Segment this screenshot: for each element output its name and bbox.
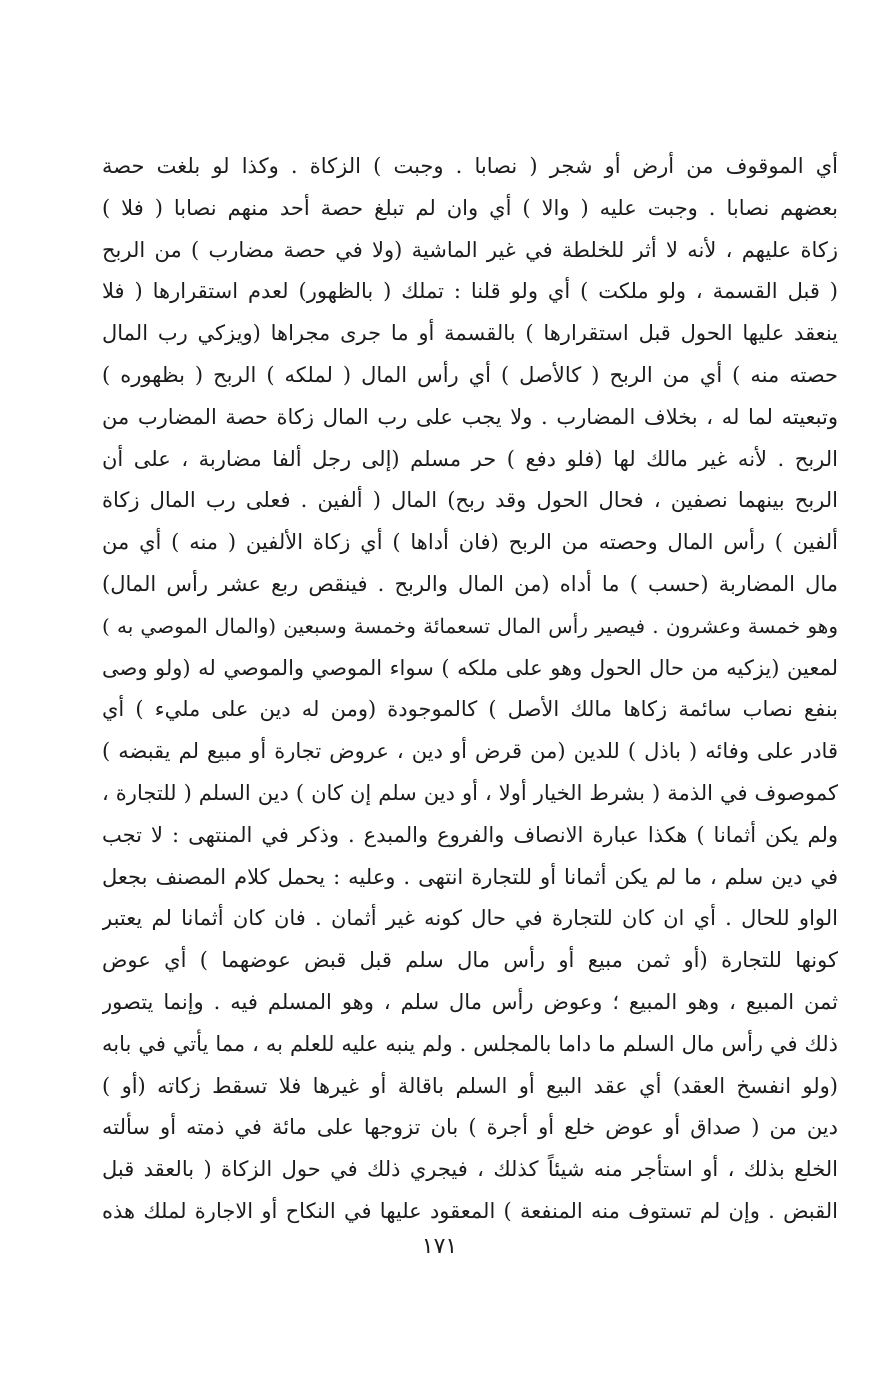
page-number: ١٧١ bbox=[421, 1234, 458, 1259]
text-line: بعضهم نصابا . وجبت عليه ( والا ) أي وان لم تبلغ حصة أحد منهم نصابا ( فلا ) bbox=[102, 195, 838, 220]
text-line: ينعقد عليها الحول قبل استقرارها ) بالقسمة أو ما جرى مجراها (ويزكي رب المال bbox=[102, 321, 838, 346]
text-line: ( قبل القسمة ، ولو ملكت ) أي ولو قلنا : تملك ( بالظهور) لعدم استقرارها ( فلا bbox=[102, 279, 838, 304]
text-line: الربح . لأنه غير مالك لها (فلو دفع ) حر مسلم (إلى رجل ألفا مضاربة ، على أن bbox=[102, 446, 838, 471]
text-line: (ولو انفسخ العقد) أي عقد البيع أو السلم باقالة أو غيرها فلا تسقط زكاته (أو ) bbox=[102, 1073, 838, 1098]
text-line: ولم يكن أثمانا ) هكذا عبارة الانصاف والفروع والمبدع . وذكر في المنتهى : لا تجب bbox=[102, 822, 838, 847]
text-line: مال المضاربة (حسب ) ما أداه (من المال والربح . فينقص ربع عشر رأس المال) bbox=[102, 571, 838, 596]
text-line: الخلع بذلك ، أو استأجر منه شيئاً كذلك ، فيجري ذلك في حول الزكاة ( بالعقد قبل bbox=[102, 1157, 838, 1182]
text-line: دين من ( صداق أو عوض خلع أو أجرة ) بان تزوجها على مائة في ذمته أو سألته bbox=[102, 1115, 838, 1140]
text-line: وتبعيته لما له ، بخلاف المضارب . ولا يجب على رب المال زكاة حصة المضارب من bbox=[102, 404, 838, 429]
text-line: حصته منه ) أي من الربح ( كالأصل ) أي رأس المال ( لملكه ) الربح ( بظهوره ) bbox=[102, 362, 838, 387]
text-line: ألفين ) رأس المال وحصته من الربح (فان أداها ) أي زكاة الألفين ( منه ) أي من bbox=[102, 530, 838, 555]
text-line: لمعين (يزكيه من حال الحول وهو على ملكه ) سواء الموصي والموصي له (ولو وصى bbox=[102, 655, 838, 680]
text-line: القبض . وإن لم تستوف منه المنفعة ) المعقود عليها في النكاح أو الاجارة لملك هذه bbox=[102, 1198, 838, 1223]
text-line: وهو خمسة وعشرون . فيصير رأس المال تسعمائة وخمسة وسبعين (والمال الموصي به ) bbox=[102, 613, 838, 638]
text-line: الواو للحال . أي ان كان للتجارة في حال كونه غير أثمان . فان كان أثمانا لم يعتبر bbox=[102, 906, 838, 931]
text-line: أي الموقوف من أرض أو شجر ( نصابا . وجبت ) الزكاة . وكذا لو بلغت حصة bbox=[102, 154, 838, 178]
text-line: كونها للتجارة (أو ثمن مبيع أو رأس مال سلم قبل قبض عوضهما ) أي عوض bbox=[102, 948, 838, 973]
text-line: قادر على وفائه ( باذل ) للدين (من قرض أو دين ، عروض تجارة أو مبيع لم يقبضه ) bbox=[102, 739, 838, 764]
text-line: بنفع نصاب سائمة زكاها مالك الأصل ) كالموجودة (ومن له دين على مليء ) أي bbox=[102, 697, 838, 722]
text-line: ثمن المبيع ، وهو المبيع ؛ وعوض رأس مال سلم ، وهو المسلم فيه . وإنما يتصور bbox=[102, 989, 838, 1014]
text-line: الربح بينهما نصفين ، فحال الحول وقد ربح) المال ( ألفين . فعلى رب المال زكاة bbox=[102, 488, 838, 513]
text-line: في دين سلم ، ما لم يكن أثمانا أو للتجارة انتهى . وعليه : يحمل كلام المصنف بجعل bbox=[102, 864, 838, 889]
text-line: كموصوف في الذمة ( بشرط الخيار أولا ، أو دين سلم إن كان ) دين السلم ( للتجارة ، bbox=[102, 780, 838, 805]
text-line: ذلك في رأس مال السلم ما داما بالمجلس . ولم ينبه عليه للعلم به ، مما يأتي في بابه bbox=[102, 1031, 838, 1056]
text-line: زكاة عليهم ، لأنه لا أثر للخلطة في غير الماشية (ولا في حصة مضارب ) من الربح bbox=[102, 237, 838, 262]
body-text bbox=[102, 146, 838, 1233]
